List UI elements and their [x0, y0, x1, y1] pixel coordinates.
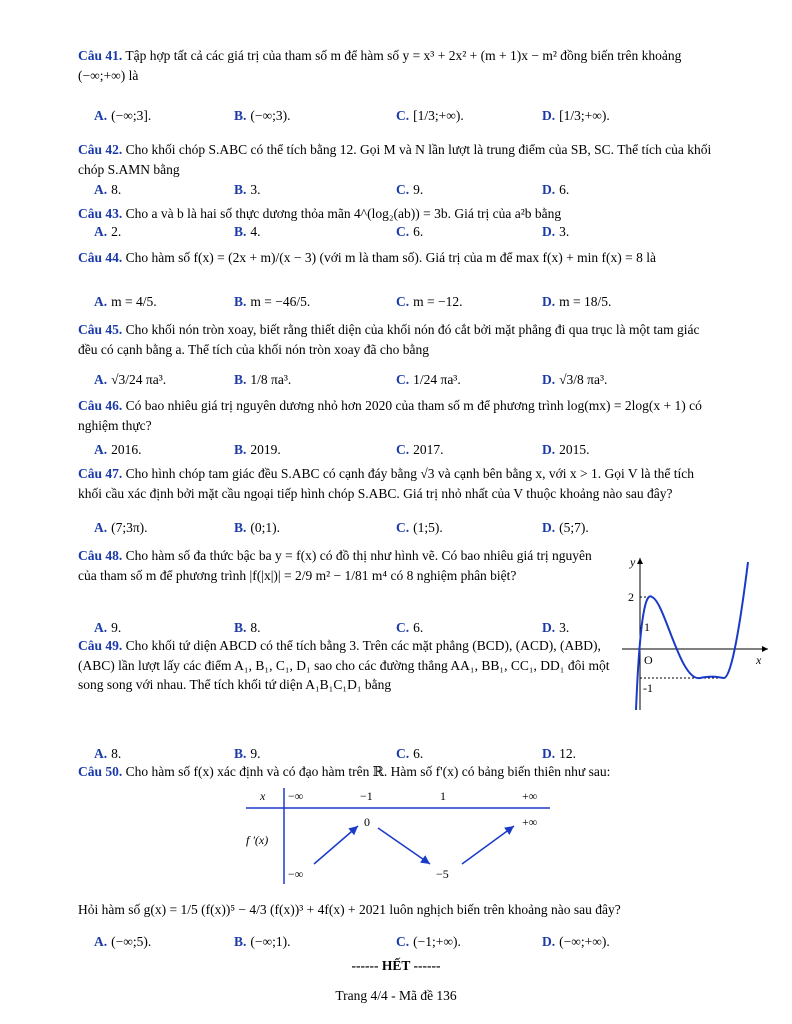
- option-b-label[interactable]: B.: [234, 442, 247, 457]
- option-b[interactable]: (−∞;1).: [250, 934, 291, 949]
- answers: [78, 370, 718, 390]
- question-42: [78, 140, 718, 197]
- question-45: [78, 320, 718, 387]
- option-c[interactable]: 6.: [413, 620, 424, 635]
- question-label: Câu 46.: [78, 398, 123, 413]
- option-d-label[interactable]: D.: [542, 620, 556, 635]
- option-b-label[interactable]: B.: [234, 746, 247, 761]
- option-c[interactable]: 6.: [413, 224, 424, 239]
- option-a[interactable]: (−∞;5).: [111, 934, 152, 949]
- table-x-header: x: [260, 789, 266, 803]
- question-41: [78, 46, 718, 123]
- y-axis-label: y: [630, 555, 636, 569]
- question-43: [78, 204, 718, 239]
- option-c-label[interactable]: C.: [396, 108, 410, 123]
- option-c-label[interactable]: C.: [396, 294, 410, 309]
- question-44: [78, 248, 718, 309]
- option-b-label[interactable]: B.: [234, 372, 247, 387]
- option-c[interactable]: m = −12.: [413, 294, 463, 309]
- option-b-label[interactable]: B.: [234, 620, 247, 635]
- origin-label: O: [644, 653, 653, 667]
- arrow-up-2: [462, 826, 514, 864]
- option-b[interactable]: 2019.: [250, 442, 281, 457]
- option-c[interactable]: 1/24 πa³.: [413, 372, 461, 387]
- option-b-label[interactable]: B.: [234, 934, 247, 949]
- option-d-label[interactable]: D.: [542, 108, 556, 123]
- option-b[interactable]: (0;1).: [250, 520, 281, 535]
- option-d-label[interactable]: D.: [542, 442, 556, 457]
- option-a-label[interactable]: A.: [94, 108, 108, 123]
- option-d-label[interactable]: D.: [542, 934, 556, 949]
- option-a-label[interactable]: A.: [94, 934, 108, 949]
- question-text: Cho khối nón tròn xoay, biết rằng thiết diện của khối nón đó cắt bởi mặt phẳng đi qua trục là một tam giác đều có cạnh bằng a. Thể tích của khối nón tròn xoay đã cho bằng: [78, 322, 700, 357]
- x-axis-label: x: [756, 653, 762, 667]
- option-a-label[interactable]: A.: [94, 182, 108, 197]
- cubic-graph: [620, 552, 770, 712]
- option-d-label[interactable]: D.: [542, 372, 556, 387]
- option-d[interactable]: 2015.: [559, 442, 590, 457]
- question-label: Câu 41.: [78, 48, 123, 63]
- question-text: Cho hàm số f(x) xác định và có đạo hàm trên ℝ. Hàm số f'(x) có bảng biến thiên như sau:: [125, 764, 611, 779]
- option-a[interactable]: (−∞;3].: [111, 108, 152, 123]
- option-c[interactable]: 6.: [413, 746, 424, 761]
- question-label: Câu 49.: [78, 638, 123, 653]
- option-d-label[interactable]: D.: [542, 520, 556, 535]
- arrow-down: [378, 828, 430, 864]
- tick-minus1-label: -1: [643, 681, 653, 695]
- question-label: Câu 45.: [78, 322, 123, 337]
- answers: [78, 106, 718, 126]
- question-label: Câu 47.: [78, 466, 123, 481]
- option-a[interactable]: √3/24 πa³.: [111, 372, 167, 387]
- question-label: Câu 48.: [78, 548, 123, 563]
- option-b-label[interactable]: B.: [234, 108, 247, 123]
- option-b-label[interactable]: B.: [234, 224, 247, 239]
- table-x-neg-inf: −∞: [288, 789, 304, 803]
- table-val-minus5: −5: [436, 867, 449, 881]
- option-c[interactable]: [1/3;+∞).: [413, 108, 464, 123]
- question-text: Cho khối chóp S.ABC có thể tích bằng 12. Gọi M và N lần lượt là trung điểm của SB, SC. Thể tích của khối chóp S.AMN bằng: [78, 142, 712, 177]
- answers: [78, 222, 718, 242]
- option-b[interactable]: m = −46/5.: [250, 294, 311, 309]
- option-d-label[interactable]: D.: [542, 182, 556, 197]
- end-marker: ------ HẾT ------: [351, 958, 441, 973]
- tick-1-label: 1: [644, 620, 650, 634]
- question-47: [78, 464, 718, 535]
- option-b[interactable]: 8.: [250, 620, 261, 635]
- option-d[interactable]: 12.: [559, 746, 576, 761]
- option-a[interactable]: 8.: [111, 182, 122, 197]
- table-val-0: 0: [364, 815, 370, 829]
- option-d[interactable]: 6.: [559, 182, 570, 197]
- option-d-label[interactable]: D.: [542, 746, 556, 761]
- option-a[interactable]: 2016.: [111, 442, 142, 457]
- page-footer: Trang 4/4 - Mã đề 136: [335, 988, 457, 1003]
- option-a[interactable]: m = 4/5.: [111, 294, 157, 309]
- answers: [78, 518, 718, 538]
- option-c-label[interactable]: C.: [396, 224, 410, 239]
- option-c-label[interactable]: C.: [396, 520, 410, 535]
- option-d[interactable]: 3.: [559, 620, 570, 635]
- option-b[interactable]: 9.: [250, 746, 261, 761]
- question-50-after: [78, 900, 718, 949]
- question-text: Cho hàm số f(x) = (2x + m)/(x − 3) (với m là tham số). Giá trị của m để max f(x) + min f(x) = 8 là: [125, 250, 656, 265]
- option-d[interactable]: √3/8 πa³.: [559, 372, 608, 387]
- question-48: [78, 546, 608, 635]
- option-a-label[interactable]: A.: [94, 442, 108, 457]
- option-c[interactable]: 2017.: [413, 442, 444, 457]
- table-val-neg-inf: −∞: [288, 867, 304, 881]
- option-c-label[interactable]: C.: [396, 934, 410, 949]
- question-49: [78, 636, 630, 761]
- question-text: Cho khối tứ diện ABCD có thể tích bằng 3. Trên các mặt phẳng (BCD), (ACD), (ABD), (ABC) lần lượt lấy các điểm A₁, B₁, C₁, D₁ sao cho các đường thẳng AA₁, BB₁, CC₁, DD₁ đôi một song song với nhau. Thể tích khối tứ diện A₁B₁C₁D₁ bằng: [78, 638, 610, 693]
- question-label: Câu 42.: [78, 142, 123, 157]
- option-a[interactable]: 9.: [111, 620, 122, 635]
- option-a-label[interactable]: A.: [94, 520, 108, 535]
- option-a[interactable]: 8.: [111, 746, 122, 761]
- option-c-label[interactable]: C.: [396, 620, 410, 635]
- option-c-label[interactable]: C.: [396, 372, 410, 387]
- question-50: [78, 762, 718, 782]
- question-text: Tập hợp tất cả các giá trị của tham số m để hàm số y = x³ + 2x² + (m + 1)x − m² đồng biến trên khoảng (−∞;+∞) là: [78, 48, 682, 83]
- option-d-label[interactable]: D.: [542, 224, 556, 239]
- arrow-up-1: [314, 826, 358, 864]
- option-c-label[interactable]: C.: [396, 746, 410, 761]
- option-c[interactable]: (−1;+∞).: [413, 934, 461, 949]
- answers: [78, 440, 718, 460]
- table-x-pos-inf: +∞: [522, 789, 538, 803]
- option-d[interactable]: 3.: [559, 224, 570, 239]
- question-text: Cho a và b là hai số thực dương thỏa mãn 4^(log₂(ab)) = 3b. Giá trị của a²b bằng: [125, 206, 562, 221]
- option-a-label[interactable]: A.: [94, 294, 108, 309]
- table-x-1: 1: [440, 789, 446, 803]
- tick-2-label: 2: [628, 590, 634, 604]
- option-a[interactable]: (7;3π).: [111, 520, 148, 535]
- option-a-label[interactable]: A.: [94, 620, 108, 635]
- answers: [78, 744, 718, 764]
- option-a[interactable]: 2.: [111, 224, 122, 239]
- question-text: Cho hàm số đa thức bậc ba y = f(x) có đồ thị như hình vẽ. Có bao nhiêu giá trị nguyên của tham số m để phương trình |f(|x|)| = 2/9 m² − 1/81 m⁴ có 8 nghiệm phân biệt?: [78, 548, 592, 583]
- question-label: Câu 43.: [78, 206, 123, 221]
- variation-table: [240, 786, 560, 886]
- option-b-label[interactable]: B.: [234, 182, 247, 197]
- option-a-label[interactable]: A.: [94, 372, 108, 387]
- answers: [78, 292, 718, 312]
- option-d[interactable]: (5;7).: [559, 520, 589, 535]
- option-c[interactable]: (1;5).: [413, 520, 443, 535]
- option-b-label[interactable]: B.: [234, 520, 247, 535]
- question-text-after: Hỏi hàm số g(x) = 1/5 (f(x))⁵ − 4/3 (f(x))³ + 4f(x) + 2021 luôn nghịch biến trên khoảng nào sau đây?: [78, 902, 621, 917]
- answers: [78, 180, 718, 200]
- question-label: Câu 44.: [78, 250, 123, 265]
- answers: [78, 932, 718, 952]
- table-val-pos-inf: +∞: [522, 815, 538, 829]
- question-text: Cho hình chóp tam giác đều S.ABC có cạnh đáy bằng √3 và cạnh bên bằng x, với x > 1. Gọi V là thể tích khối cầu xác định bởi mặt cầu ngoại tiếp hình chóp S.ABC. Giá trị nhỏ nhất của V thuộc khoảng nào sau đây?: [78, 466, 694, 501]
- option-c-label[interactable]: C.: [396, 182, 410, 197]
- option-d[interactable]: m = 18/5.: [559, 294, 612, 309]
- option-b[interactable]: 3.: [250, 182, 261, 197]
- option-b[interactable]: 4.: [250, 224, 261, 239]
- table-fp-header: f '(x): [246, 833, 269, 847]
- table-x-minus1: −1: [360, 789, 373, 803]
- question-46: [78, 396, 718, 457]
- option-a-label[interactable]: A.: [94, 224, 108, 239]
- option-b[interactable]: 1/8 πa³.: [250, 372, 292, 387]
- option-c[interactable]: 9.: [413, 182, 424, 197]
- option-a-label[interactable]: A.: [94, 746, 108, 761]
- option-d[interactable]: [1/3;+∞).: [559, 108, 610, 123]
- option-d-label[interactable]: D.: [542, 294, 556, 309]
- option-b-label[interactable]: B.: [234, 294, 247, 309]
- option-b[interactable]: (−∞;3).: [250, 108, 291, 123]
- question-label: Câu 50.: [78, 764, 123, 779]
- question-text: Có bao nhiêu giá trị nguyên dương nhỏ hơn 2020 của tham số m để phương trình log(mx) = 2log(x + 1) có nghiệm thực?: [78, 398, 702, 433]
- option-d[interactable]: (−∞;+∞).: [559, 934, 610, 949]
- option-c-label[interactable]: C.: [396, 442, 410, 457]
